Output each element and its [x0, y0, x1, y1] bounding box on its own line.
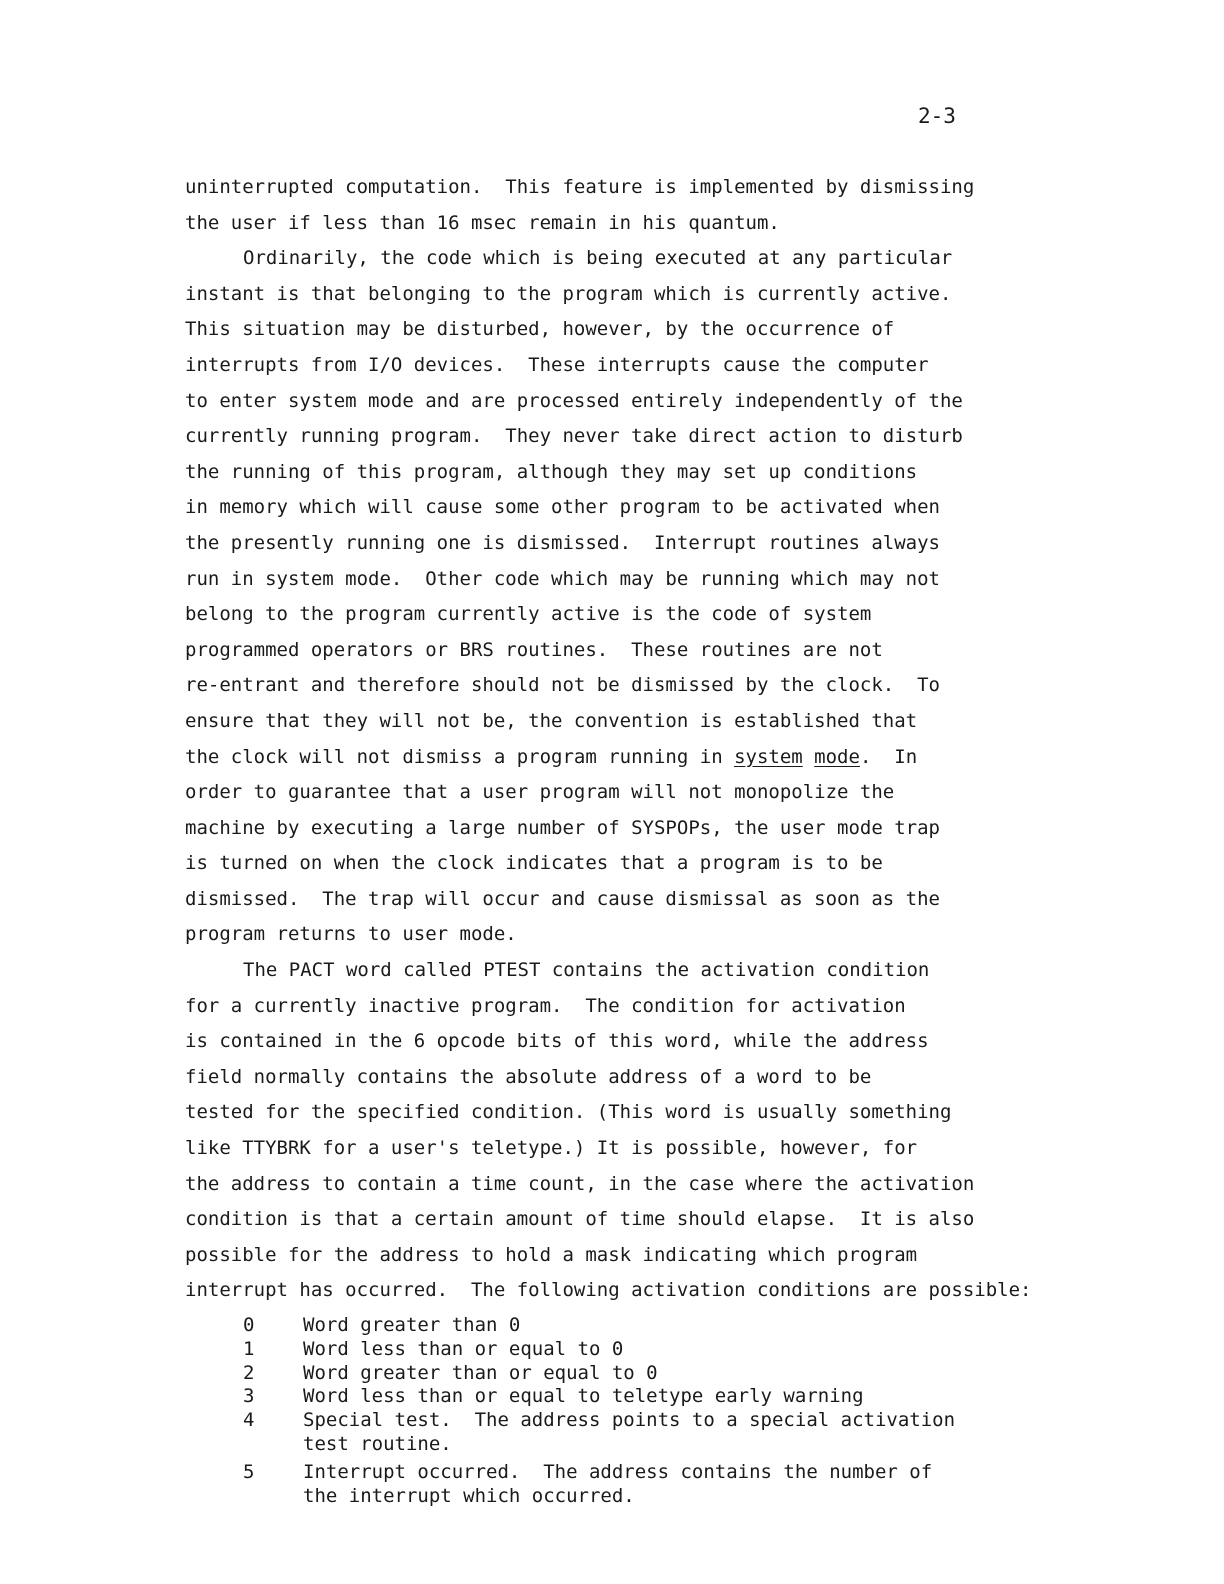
condition-text: Word less than or equal to teletype early warning	[303, 1385, 864, 1408]
text-line: possible for the address to hold a mask indicating which program	[185, 1243, 918, 1266]
condition-text: Word greater than or equal to 0	[303, 1361, 658, 1384]
condition-item	[243, 1362, 955, 1386]
condition-text: Word less than or equal to 0	[303, 1337, 624, 1360]
page-number: 2-3	[918, 104, 956, 128]
text-line: the user if less than 16 msec remain in his quantum.	[185, 211, 780, 234]
text-line: to enter system mode and are processed entirely independently of the	[185, 389, 963, 412]
condition-item	[243, 1409, 955, 1457]
condition-code: 0	[243, 1314, 255, 1336]
text-line: for a currently inactive program. The condition for activation	[185, 994, 906, 1017]
text-line: order to guarantee that a user program will not monopolize the	[185, 781, 895, 804]
text-line: dismissed. The trap will occur and cause dismissal as soon as the	[185, 887, 940, 910]
text-line: the running of this program, although they may set up conditions	[185, 460, 918, 483]
text-segment	[803, 746, 814, 768]
condition-code: 5	[243, 1460, 255, 1483]
text-line: machine by executing a large number of SYSPOPs, the user mode trap	[185, 816, 940, 839]
text-segment: . In	[859, 745, 918, 768]
condition-item	[243, 1314, 955, 1338]
condition-code: 2	[243, 1361, 255, 1384]
text-line: condition is that a certain amount of time should elapse. It is also	[185, 1208, 975, 1231]
condition-text: Special test. The address points to a special activation	[303, 1409, 956, 1432]
underlined-word: mode	[814, 745, 860, 768]
text-line: interrupts from I/O devices. These interrupts cause the computer	[185, 353, 929, 376]
condition-code: 4	[243, 1409, 255, 1432]
text-line: uninterrupted computation. This feature is implemented by dismissing	[185, 176, 975, 198]
text-line: interrupt has occurred. The following activation conditions are possible:	[185, 1279, 1032, 1302]
text-line: run in system mode. Other code which may be running which may not	[185, 567, 940, 590]
text-line: like TTYBRK for a user's teletype.) It is possible, however, for	[185, 1137, 918, 1160]
condition-code: 3	[243, 1385, 255, 1408]
text-line: re-entrant and therefore should not be dismissed by the clock. To	[185, 674, 940, 697]
condition-text: Word greater than 0	[303, 1314, 521, 1336]
paragraph-start-line: Ordinarily, the code which is being executed at any particular	[243, 247, 953, 270]
text-line: the address to contain a time count, in the case where the activation	[185, 1172, 975, 1195]
text-line-with-underline	[185, 743, 1031, 779]
condition-item	[243, 1338, 955, 1362]
text-line: belong to the program currently active is the code of system	[185, 603, 872, 626]
body-text	[185, 173, 1031, 1312]
condition-code: 1	[243, 1337, 255, 1360]
text-line: programmed operators or BRS routines. These routines are not	[185, 638, 883, 661]
text-line: instant is that belonging to the program which is currently active.	[185, 282, 952, 305]
condition-item	[243, 1385, 955, 1409]
text-line: currently running program. They never take direct action to disturb	[185, 425, 963, 448]
text-line: is contained in the 6 opcode bits of this word, while the address	[185, 1030, 929, 1053]
condition-text: Interrupt occurred. The address contains the number of	[303, 1460, 933, 1483]
text-line: the presently running one is dismissed. Interrupt routines always	[185, 531, 940, 554]
text-segment: the clock will not dismiss a program running in	[185, 745, 735, 768]
condition-text-continued: the interrupt which occurred.	[303, 1484, 635, 1507]
condition-text-continued: test routine.	[303, 1432, 452, 1455]
text-line: field normally contains the absolute address of a word to be	[185, 1065, 872, 1088]
text-line: ensure that they will not be, the convention is established that	[185, 709, 918, 732]
text-line: is turned on when the clock indicates that a program is to be	[185, 852, 883, 875]
condition-item	[243, 1461, 955, 1509]
text-line: This situation may be disturbed, however, by the occurrence of	[185, 318, 895, 341]
text-line: tested for the specified condition. (This word is usually something	[185, 1101, 952, 1124]
text-line: program returns to user mode.	[185, 923, 517, 946]
activation-conditions-list	[243, 1314, 955, 1508]
underlined-word: system	[734, 745, 803, 768]
text-line: in memory which will cause some other program to be activated when	[185, 496, 940, 519]
paragraph-start-line: The PACT word called PTEST contains the activation condition	[243, 959, 930, 982]
